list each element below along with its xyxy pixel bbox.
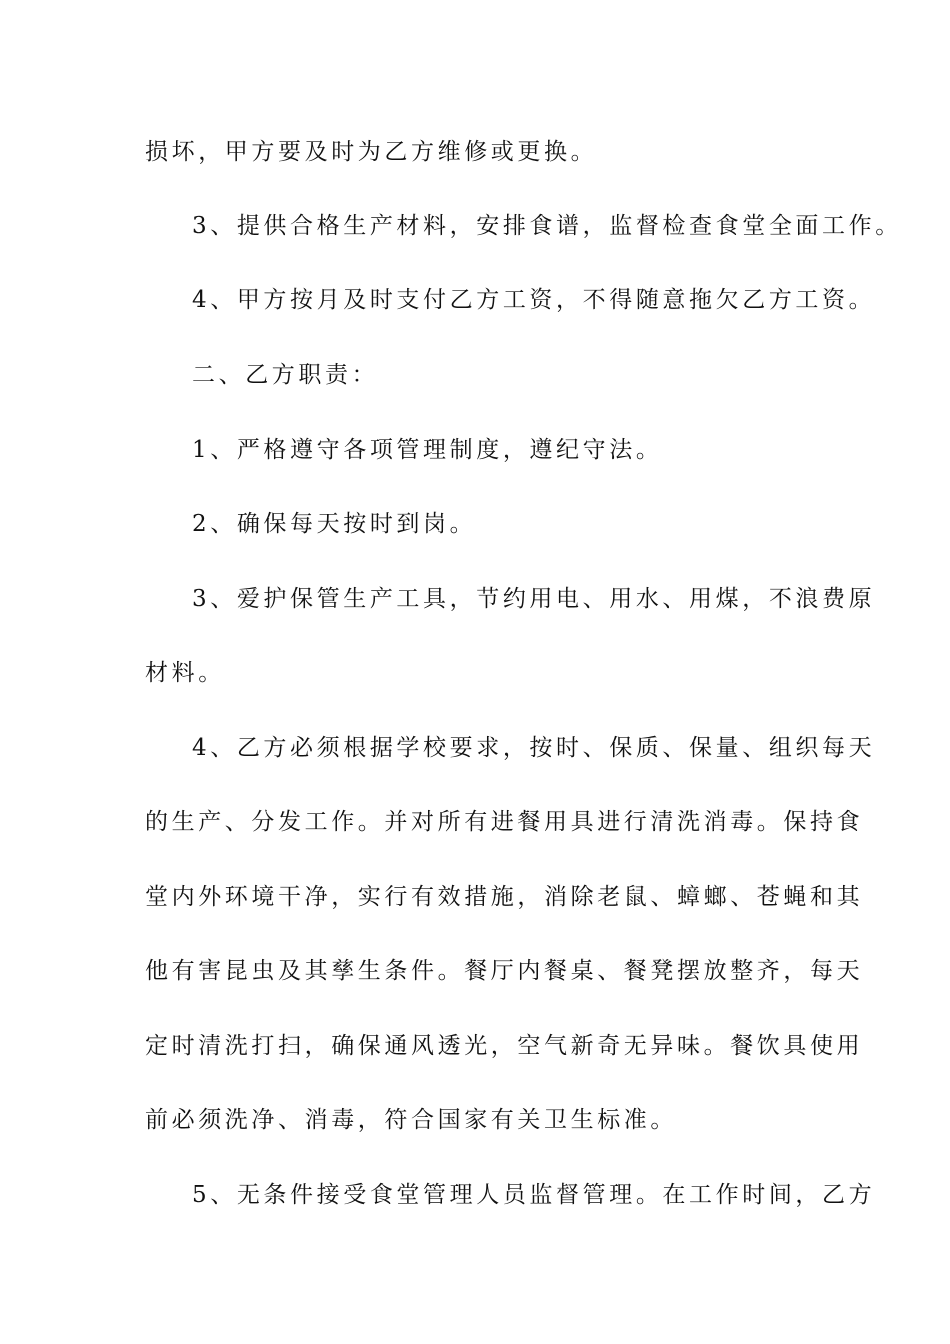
text-line: 前必须洗净、消毒，符合国家有关卫生标准。 [145, 1107, 677, 1133]
text-line: 的生产、分发工作。并对所有进餐用具进行清洗消毒。保持食 [145, 809, 864, 835]
text-line: 他有害昆虫及其孳生条件。餐厅内餐桌、餐凳摆放整齐，每天 [145, 958, 864, 984]
text-line: 3、爱护保管生产工具，节约用电、用水、用煤，不浪费原 [192, 586, 876, 612]
text-line: 定时清洗打扫，确保通风透光，空气新奇无异味。餐饮具使用 [145, 1033, 864, 1059]
text-line: 5、无条件接受食堂管理人员监督管理。在工作时间，乙方 [192, 1182, 876, 1208]
text-line: 材料。 [145, 660, 225, 686]
text-line: 4、乙方必须根据学校要求，按时、保质、保量、组织每天 [192, 735, 876, 761]
text-line: 1、严格遵守各项管理制度，遵纪守法。 [192, 437, 663, 463]
text-line: 损坏，甲方要及时为乙方维修或更换。 [145, 139, 598, 165]
text-line: 3、提供合格生产材料，安排食谱，监督检查食堂全面工作。 [192, 213, 902, 239]
text-line: 2、确保每天按时到岗。 [192, 511, 477, 537]
section-heading: 二、乙方职责： [192, 362, 379, 388]
text-line: 4、甲方按月及时支付乙方工资，不得随意拖欠乙方工资。 [192, 287, 876, 313]
text-line: 堂内外环境干净，实行有效措施，消除老鼠、蟑螂、苍蝇和其 [145, 884, 864, 910]
